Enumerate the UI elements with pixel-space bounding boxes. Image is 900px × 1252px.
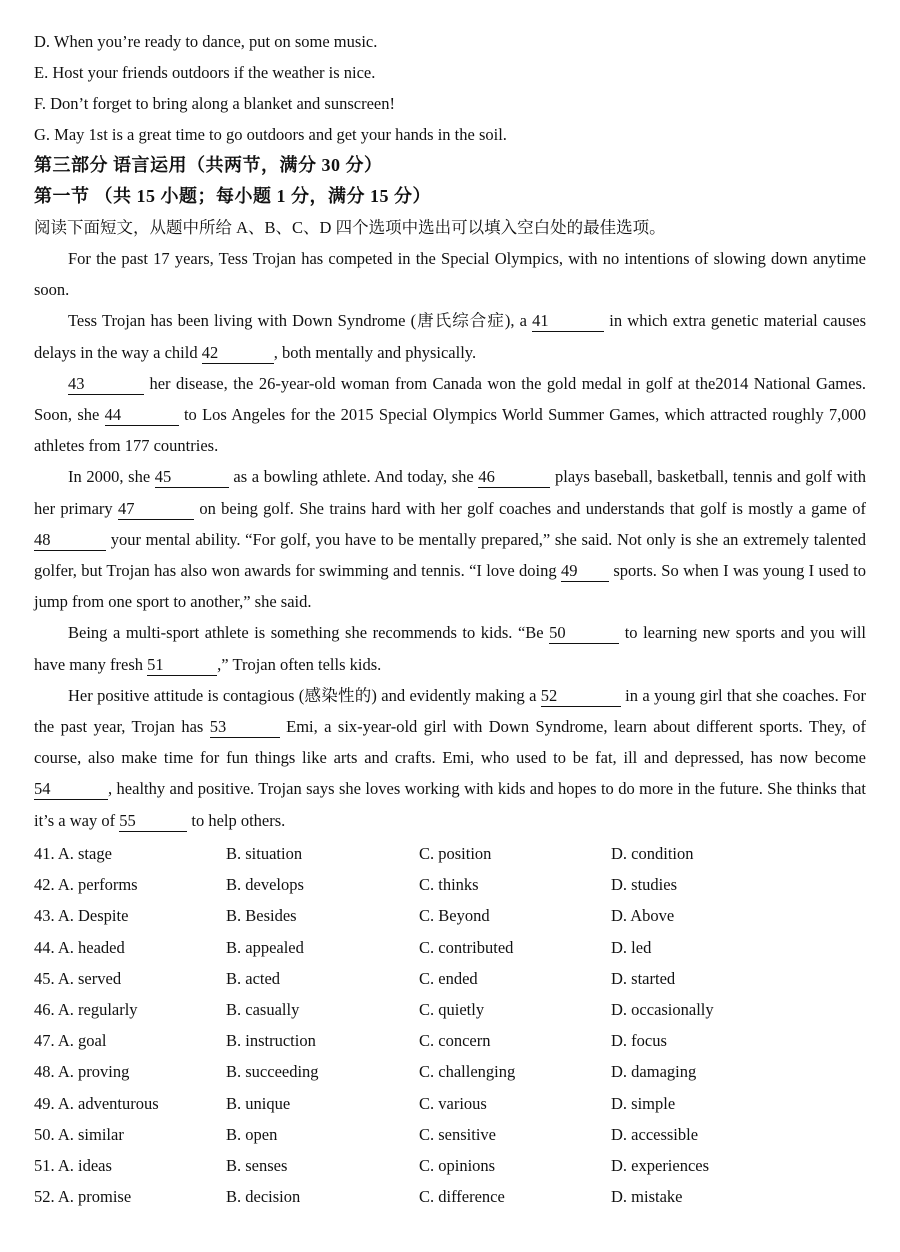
option-d: D. simple [611, 1093, 676, 1113]
question-row-50 [34, 1119, 866, 1150]
option-a: 50. A. similar [34, 1124, 124, 1144]
option-b: B. unique [226, 1093, 291, 1113]
prev-option-d: D. When you’re ready to dance, put on some music. [34, 32, 378, 51]
option-d: D. led [611, 937, 652, 957]
option-a: 43. A. Despite [34, 906, 129, 926]
blank-41: 41 [532, 311, 604, 332]
option-d: D. focus [611, 1031, 667, 1051]
option-d: D. accessible [611, 1124, 699, 1144]
blank-53: 53 [210, 717, 280, 738]
option-b: B. situation [226, 844, 303, 863]
part-heading: 第三部分 语言运用（共两节，满分 30 分） [34, 155, 383, 175]
option-c: C. difference [419, 1187, 505, 1207]
blank-55: 55 [119, 811, 187, 832]
passage [34, 243, 866, 836]
option-a: 47. A. goal [34, 1031, 107, 1051]
exam-page [34, 26, 866, 836]
option-d: D. studies [611, 875, 677, 895]
blank-49: 49 [561, 561, 609, 582]
option-b: B. Besides [226, 906, 297, 926]
option-a: 46. A. regularly [34, 999, 138, 1019]
blank-52: 52 [541, 686, 621, 707]
option-d: D. experiences [611, 1155, 710, 1175]
option-c: C. challenging [419, 1062, 516, 1082]
question-row-45 [34, 963, 866, 994]
option-c: C. sensitive [419, 1124, 496, 1144]
question-row-51 [34, 1150, 866, 1181]
section-heading: 第一节 （共 15 小题；每小题 1 分，满分 15 分） [34, 186, 431, 206]
option-a: 48. A. proving [34, 1062, 130, 1082]
option-b: B. senses [226, 1155, 288, 1175]
option-b: B. acted [226, 968, 281, 988]
blank-46: 46 [478, 467, 550, 488]
question-row-43 [34, 900, 866, 931]
option-b: B. instruction [226, 1031, 316, 1051]
option-d: D. Above [611, 906, 675, 926]
option-b: B. appealed [226, 937, 304, 957]
option-c: C. quietly [419, 999, 485, 1019]
prev-option-f: F. Don’t forget to bring along a blanket and sunscreen! [34, 94, 395, 113]
option-a: 42. A. performs [34, 875, 138, 895]
blank-45: 45 [155, 467, 229, 488]
option-d: D. occasionally [611, 999, 714, 1019]
option-c: C. contributed [419, 937, 514, 957]
blank-48: 48 [34, 530, 106, 551]
option-a: 52. A. promise [34, 1187, 132, 1207]
paragraph-6: Her positive attitude is contagious (感染性的) and evidently making a 52 in a young girl that she coaches. For the past year, Trojan has 53 Emi, a six-year-old girl with Down Syndrome, learn about different sports. They, of course, also make time for fun things like arts and crafts. Emi, who used to be fat, ill and depressed, has now become 54 , healthy and positive. Trojan says she loves working with kids and hopes to do more in the future. She thinks that it’s a way of 55 to help others. [34, 685, 866, 830]
option-a: 51. A. ideas [34, 1155, 112, 1175]
option-c: C. thinks [419, 875, 479, 895]
option-d: D. started [611, 968, 676, 988]
question-row-47 [34, 1025, 866, 1056]
option-b: B. decision [226, 1187, 301, 1207]
blank-42: 42 [202, 343, 274, 364]
option-c: C. position [419, 844, 492, 863]
blank-43: 43 [68, 374, 144, 395]
paragraph-2: Tess Trojan has been living with Down Syndrome (唐氏综合症), a 41 in which extra genetic material causes delays in the way a child 42 , both mentally and physically. [34, 311, 866, 362]
blank-51: 51 [147, 655, 217, 676]
paragraph-4: In 2000, she 45 as a bowling athlete. And today, she 46 plays baseball, basketball, tennis and golf with her primary 47 on being golf. She trains hard with her golf coaches and understands that golf is mostly a game of 48 your mental ability. “For golf, you have to be mentally prepared,” she said. Not only is she an extremely talented golfer, but Trojan has also won awards for swimming and tennis. “I love doing 49 sports. So when I was young I used to jump from one sport to another,” she said. [34, 467, 866, 612]
option-c: C. opinions [419, 1155, 496, 1175]
paragraph-3: 43 her disease, the 26-year-old woman from Canada won the gold medal in golf at the2014 National Games. Soon, she 44 to Los Angeles for the 2015 Special Olympics World Summer Games, which attracted roughly 7,000 athletes from 177 countries. [34, 373, 867, 456]
paragraph-5: Being a multi-sport athlete is something she recommends to kids. “Be 50 to learning new sports and you will have many fresh 51 ,” Trojan often tells kids. [34, 623, 867, 674]
option-d: D. condition [611, 844, 694, 863]
question-row-46 [34, 994, 866, 1025]
question-row-42 [34, 869, 866, 900]
blank-50: 50 [549, 623, 619, 644]
blank-44: 44 [105, 405, 179, 426]
option-b: B. open [226, 1124, 278, 1144]
paragraph-1: For the past 17 years, Tess Trojan has competed in the Special Olympics, with no intentions of slowing down anytime soon. [34, 249, 866, 300]
blank-54: 54 [34, 779, 108, 800]
answer-options [34, 838, 866, 1212]
option-a: 44. A. headed [34, 937, 125, 957]
option-c: C. concern [419, 1031, 491, 1051]
option-c: C. ended [419, 968, 478, 988]
option-a: 41. A. stage [34, 844, 112, 863]
question-row-49 [34, 1088, 866, 1119]
option-b: B. casually [226, 999, 300, 1019]
option-d: D. mistake [611, 1187, 683, 1207]
option-a: 49. A. adventurous [34, 1093, 159, 1113]
option-c: C. various [419, 1093, 487, 1113]
question-row-41 [34, 838, 866, 869]
blank-47: 47 [118, 499, 194, 520]
option-b: B. develops [226, 875, 304, 895]
question-row-44 [34, 932, 866, 963]
option-d: D. damaging [611, 1062, 697, 1082]
option-a: 45. A. served [34, 968, 122, 988]
prev-option-e: E. Host your friends outdoors if the weather is nice. [34, 63, 376, 82]
prev-option-g: G. May 1st is a great time to go outdoors and get your hands in the soil. [34, 125, 507, 144]
option-c: C. Beyond [419, 906, 490, 926]
option-b: B. succeeding [226, 1062, 319, 1082]
instructions: 阅读下面短文，从题中所给 A、B、C、D 四个选项中选出可以填入空白处的最佳选项。 [34, 218, 666, 237]
question-row-52 [34, 1181, 866, 1212]
question-row-48 [34, 1056, 866, 1087]
